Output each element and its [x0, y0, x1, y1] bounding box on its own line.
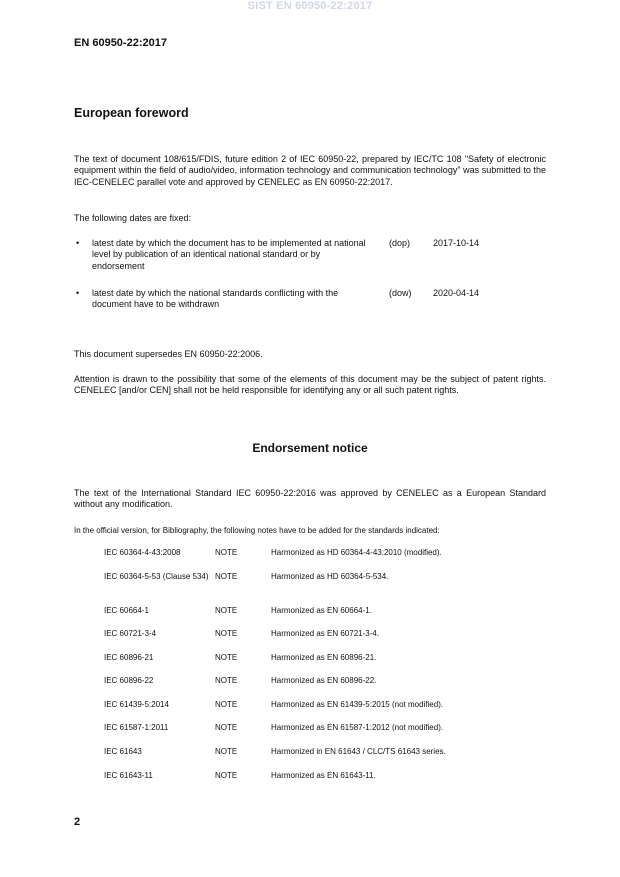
- date-item-text: latest date by which the national standards conflicting with the document have to be withdrawn: [92, 288, 339, 310]
- endorsement-text: The text of the International Standard IEC 60950-22:2016 was approved by CENELEC as a European Standard without any modification.: [74, 488, 546, 510]
- page-number: 2: [74, 816, 81, 828]
- note-standard: IEC 61643: [104, 747, 142, 756]
- note-standard: IEC 60364-4-43:2008: [104, 548, 181, 557]
- note-standard: IEC 60721-3-4: [104, 629, 157, 638]
- date-item-code: (dop): [389, 238, 411, 248]
- note-label: NOTE: [215, 653, 238, 662]
- note-standard: IEC 60896-22: [104, 676, 154, 685]
- date-item-date: 2017-10-14: [433, 238, 480, 248]
- foreword-title: European foreword: [74, 106, 189, 120]
- supersedes-text: This document supersedes EN 60950-22:2006.: [74, 349, 263, 359]
- date-item-text: latest date by which the document has to be implemented at national level by publication of an identical national standard or by endorsement: [92, 238, 366, 271]
- date-item-date: 2020-04-14: [433, 288, 480, 298]
- endorsement-title: Endorsement notice: [252, 441, 368, 455]
- note-label: NOTE: [215, 723, 238, 732]
- note-standard: IEC 60664-1: [104, 606, 149, 615]
- note-label: NOTE: [215, 771, 238, 780]
- foreword-intro: The text of document 108/615/FDIS, future edition 2 of IEC 60950-22, prepared by IEC/TC 108 "Safety of electronic equipment within the field of audio/video, information technology and communication technology" was submitted to the IEC-CENELEC parallel vote and approved by CENELEC as EN 60950-22:2017.: [74, 154, 546, 187]
- attention-text: Attention is drawn to the possibility that some of the elements of this document may be the subject of patent rights. CENELEC [and/or CEN] shall not be held responsible for identifying any or all such patent rights.: [74, 374, 546, 396]
- note-standard: IEC 61643-11: [104, 771, 153, 780]
- dates-intro: The following dates are fixed:: [74, 213, 192, 223]
- note-text: Harmonized as EN 61587-1:2012 (not modified).: [271, 723, 444, 732]
- note-label: NOTE: [215, 606, 238, 615]
- watermark: SIST EN 60950-22:2017: [247, 0, 373, 12]
- note-standard: IEC 60896-21: [104, 653, 154, 662]
- document-id: EN 60950-22:2017: [74, 37, 167, 49]
- note-text: Harmonized in EN 61643 / CLC/TS 61643 series.: [271, 747, 446, 756]
- note-text: Harmonized as EN 61439-5:2015 (not modified).: [271, 700, 444, 709]
- note-text: Harmonized as HD 60364-4-43:2010 (modified).: [271, 548, 442, 557]
- notes-intro: In the official version, for Bibliography, the following notes have to be added for the standards indicated:: [74, 526, 440, 535]
- note-label: NOTE: [215, 676, 238, 685]
- note-text: Harmonized as EN 60896-22.: [271, 676, 377, 685]
- note-label: NOTE: [215, 747, 238, 756]
- note-text: Harmonized as HD 60364-5-534.: [271, 572, 389, 581]
- note-text: Harmonized as EN 61643-11.: [271, 771, 376, 780]
- note-label: NOTE: [215, 629, 238, 638]
- note-text: Harmonized as EN 60896-21.: [271, 653, 377, 662]
- note-text: Harmonized as EN 60721-3-4.: [271, 629, 380, 638]
- note-label: NOTE: [215, 548, 238, 557]
- bullet-icon: •: [76, 238, 80, 248]
- date-item-code: (dow): [389, 288, 412, 298]
- note-standard: IEC 60364-5-53 (Clause 534): [104, 572, 209, 581]
- note-standard: IEC 61587-1:2011: [104, 723, 169, 732]
- note-label: NOTE: [215, 572, 238, 581]
- note-label: NOTE: [215, 700, 238, 709]
- note-standard: IEC 61439-5:2014: [104, 700, 169, 709]
- bullet-icon: •: [76, 288, 80, 298]
- note-text: Harmonized as EN 60664-1.: [271, 606, 372, 615]
